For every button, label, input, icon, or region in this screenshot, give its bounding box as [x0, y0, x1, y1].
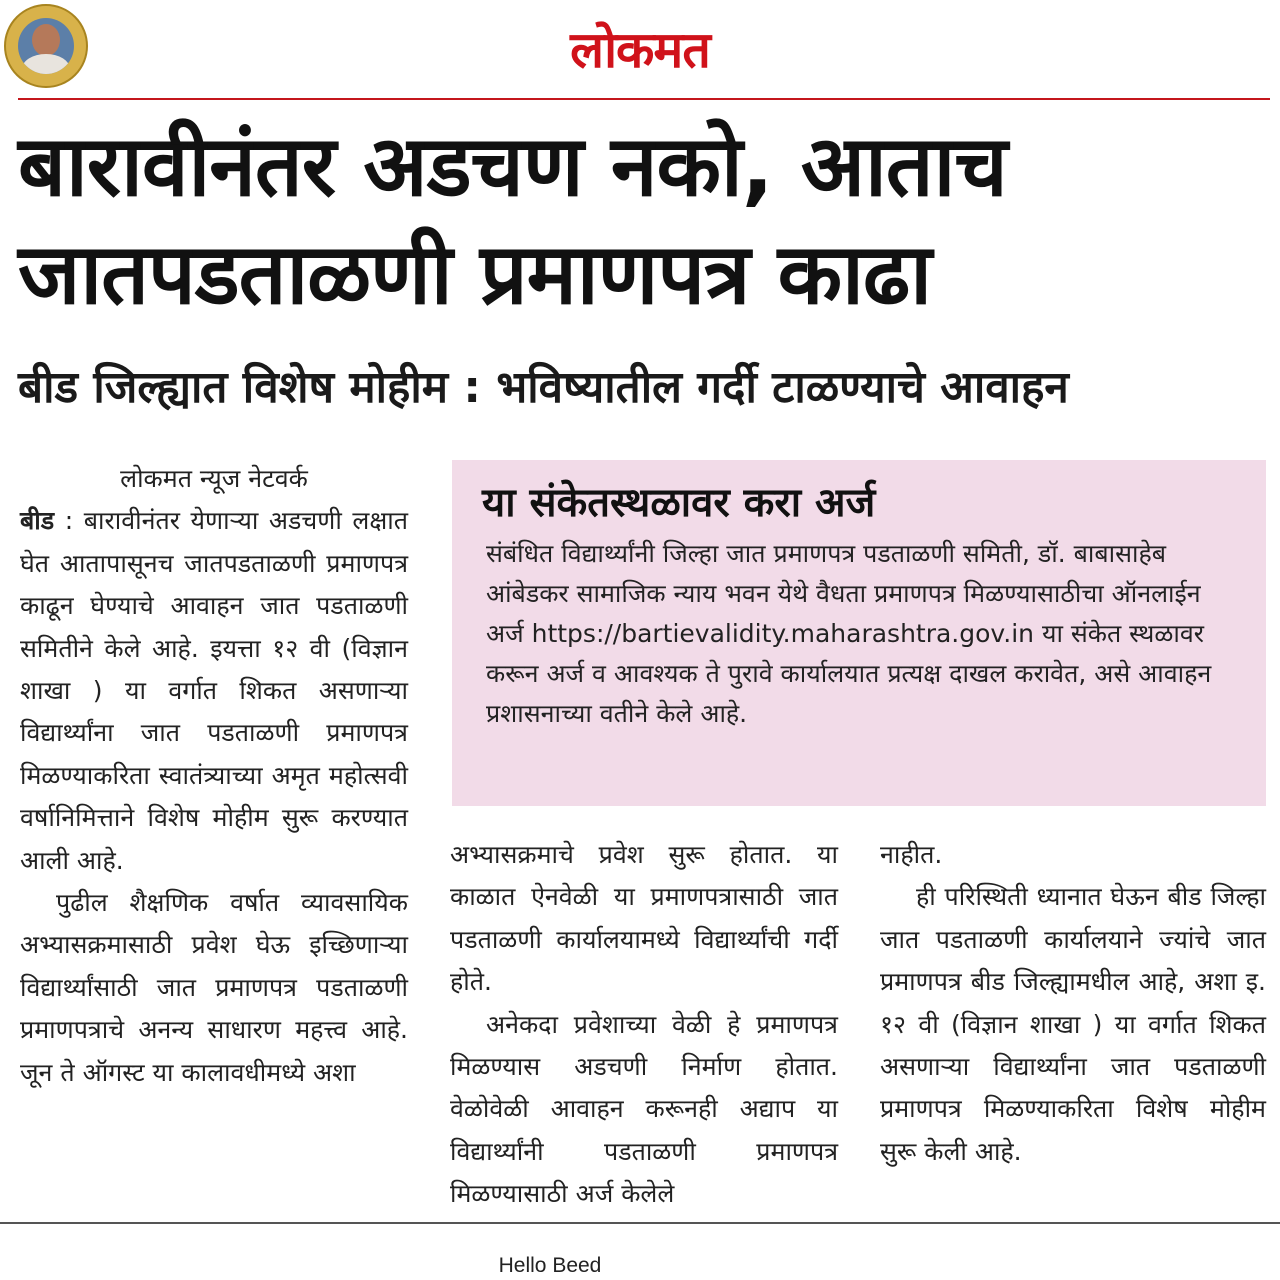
subheadline: बीड जिल्ह्यात विशेष मोहीम : भविष्यातील गर्दी टाळण्याचे आवाहन — [18, 362, 1069, 413]
article-column-3 — [880, 834, 1266, 1173]
column3-paragraph-1: नाहीत. — [880, 840, 943, 869]
info-box — [452, 460, 1266, 806]
dateline: बीड — [20, 506, 55, 536]
info-box-body: संबंधित विद्यार्थ्यांनी जिल्हा जात प्रमाणपत्र पडताळणी समिती, डॉ. बाबासाहेब आंबेडकर सामाजिक न्याय भवन येथे वैधता प्रमाणपत्र मिळण्यासाठीचा ऑनलाईन अर्ज https://bartievalidity.maharashtra.gov.in या संकेत स्थळावर करून अर्ज व आवश्यक ते पुरावे कार्यालयात प्रत्यक्ष दाखल करावेत, असे आवाहन प्रशासनाच्या वतीने केले आहे. — [486, 539, 1212, 728]
headline — [18, 112, 1270, 328]
column3-paragraph-2: ही परिस्थिती ध्यानात घेऊन बीड जिल्हा जात पडताळणी कार्यालयाने ज्यांचे जात प्रमाणपत्र बीड जिल्ह्यामधील आहे, अशा इ. १२ वी (विज्ञान शाखा ) या वर्गात शिकत असणाऱ्या विद्यार्थ्यांना जात पडताळणी प्रमाणपत्र मिळण्याकरिता विशेष मोहीम सुरू केली आहे. — [880, 882, 1266, 1166]
headline-line-1: बारावीनंतर अडचण नको, आताच — [18, 117, 1007, 215]
bottom-divider — [0, 1222, 1280, 1224]
article-column-2 — [450, 834, 838, 1216]
newspaper-masthead: लोकमत — [570, 20, 710, 79]
info-box-title: या संकेतस्थळावर करा अर्ज — [482, 480, 876, 526]
footer-credit: Hello Beed — [498, 1254, 602, 1277]
column1-paragraph-2: पुढील शैक्षणिक वर्षात व्यावसायिक अभ्यासक्रमासाठी प्रवेश घेऊ इच्छिणाऱ्या विद्यार्थ्यांसाठी जात प्रमाणपत्र पडताळणी प्रमाणपत्राचे अनन्य साधारण महत्त्व आहे. जून ते ऑगस्ट या कालावधीमध्ये अशा — [20, 888, 408, 1087]
headline-line-2: जातपडताळणी प्रमाणपत्र काढा — [18, 225, 931, 323]
column1-paragraph-1-text: : बारावीनंतर येणाऱ्या अडचणी लक्षात घेत आतापासूनच जातपडताळणी प्रमाणपत्र काढून घेण्याचे आवाहन जात पडताळणी समितीने केले आहे. इयत्ता १२ वी (विज्ञान शाखा ) या वर्गात शिकत असणाऱ्या विद्यार्थ्यांना जात पडताळणी प्रमाणपत्र मिळण्याकरिता स्वातंत्र्याच्या अमृत महोत्सवी वर्षानिमित्ताने विशेष मोहीम सुरू करण्यात आली आहे. — [20, 506, 408, 875]
byline: लोकमत न्यूज नेटवर्क — [120, 464, 308, 493]
article-column-1 — [20, 458, 408, 1094]
column2-paragraph-2: अनेकदा प्रवेशाच्या वेळी हे प्रमाणपत्र मिळण्यास अडचणी निर्माण होतात. वेळोवेळी आवाहन करूनही अद्याप या विद्यार्थ्यांनी पडताळणी प्रमाणपत्र मिळण्यासाठी अर्ज केलेले — [450, 1009, 838, 1209]
column1-paragraph-1 — [20, 500, 408, 882]
column2-paragraph-1: अभ्यासक्रमाचे प्रवेश सुरू होतात. या काळात ऐनवेळी या प्रमाणपत्रासाठी जात पडताळणी कार्यालयामध्ये विद्यार्थ्यांची गर्दी होते. — [450, 840, 838, 997]
masthead-divider — [18, 98, 1270, 100]
